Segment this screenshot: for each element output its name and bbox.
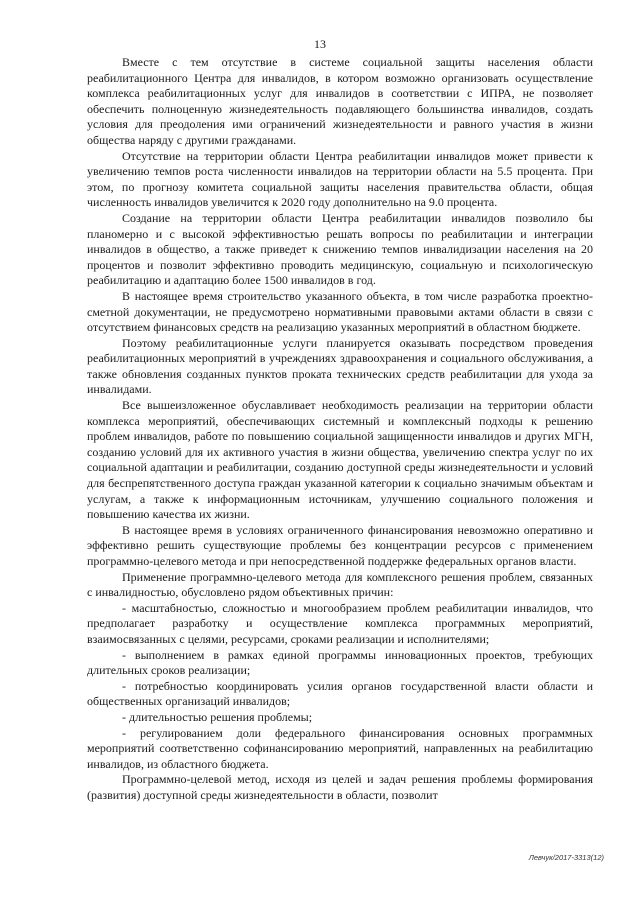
- paragraph: Поэтому реабилитационные услуги планируется оказывать посредством проведения реабилитационных мероприятий в учреждениях здравоохранения и социального обслуживания, а также обновления созданных пунктов проката технических средств реабилитации для ухода за инвалидами.: [87, 335, 593, 397]
- page-number: 13: [314, 37, 326, 51]
- document-body: [87, 55, 593, 804]
- paragraph: В настоящее время строительство указанного объекта, в том числе разработка проектно-сметной документации, не предусмотрено нормативными правовыми актами области в связи с отсутствием финансовых средств на реализацию указанных мероприятий в областном бюджете.: [87, 288, 593, 335]
- footer-document-code: Левчук/2017-3313(12): [528, 853, 604, 862]
- list-item: - потребностью координировать усилия органов государственной власти области и общественных организаций инвалидов;: [87, 678, 593, 709]
- paragraph: В настоящее время в условиях ограниченного финансирования невозможно оперативно и эффективно решить существующие проблемы без концентрации ресурсов с применением программно-целевого метода и при непосредственной поддержке федеральных органов власти.: [87, 522, 593, 568]
- list-item: - масштабностью, сложностью и многообразием проблем реабилитации инвалидов, что предполагает разработку и осуществление комплекса программных мероприятий, взаимосвязанных с целями, ресурсами, сроками реализации и исполнителями;: [87, 600, 593, 646]
- list-item: - длительностью решения проблемы;: [122, 709, 313, 724]
- list-item: - выполнением в рамках единой программы инновационных проектов, требующих длительных сроков реализации;: [87, 647, 593, 678]
- paragraph: Вместе с тем отсутствие в системе социальной защиты населения области реабилитационного Центра для инвалидов, в котором возможно организовать осуществление комплекса реабилитационных услуг для инвалидов в соответствии с ИПРА, не позволяет обеспечить полноценную жизнедеятельность подавляющего большинства инвалидов, создать условия для преодоления ими ограничений жизнедеятельности и равного участия в жизни общества наряду с другими гражданами.: [87, 55, 593, 147]
- paragraph: Отсутствие на территории области Центра реабилитации инвалидов может привести к увеличению темпов роста численности инвалидов на территории области на 5.5 процента. При этом, по прогнозу комитета социальной защиты населения правительства области, общая численность инвалидов увеличится к 2020 году дополнительно на 9.0 процента.: [87, 148, 593, 210]
- list-item: - регулированием доли федерального финансирования основных программных мероприятий соответственно софинансированию мероприятий, направленных на реабилитацию инвалидов, из областного бюджета.: [87, 725, 593, 771]
- paragraph: Создание на территории области Центра реабилитации инвалидов позволило бы планомерно и с высокой эффективностью решать вопросы по реабилитации и интеграции инвалидов в общество, а также приведет к снижению темпов инвалидизации населения на 20 процентов и позволит эффективно проводить медицинскую, социальную и психологическую реабилитацию и адаптацию более 1500 инвалидов в год.: [87, 210, 593, 288]
- paragraph: Все вышеизложенное обуславливает необходимость реализации на территории области комплекса мероприятий, обеспечивающих системный и комплексный подходы к решению проблем инвалидов, работе по повышению социальной защищенности инвалидов и других МГН, созданию условий для их активного участия в жизни общества, увеличению спектра услуг по их социальной адаптации и реабилитации, созданию доступной среды жизнедеятельности и условий для беспрепятственного доступа граждан указанной категории к социально значимым объектам и услугам, а также к информационным источникам, улучшению социального положения и повышению качества их жизни.: [87, 398, 593, 522]
- paragraph: Программно-целевой метод, исходя из целей и задач решения проблемы формирования (развития) доступной среды жизнедеятельности в области, позволит: [87, 772, 593, 802]
- paragraph: Применение программно-целевого метода для комплексного решения проблем, связанных с инвалидностью, обусловлено рядом объективных причин:: [87, 569, 593, 600]
